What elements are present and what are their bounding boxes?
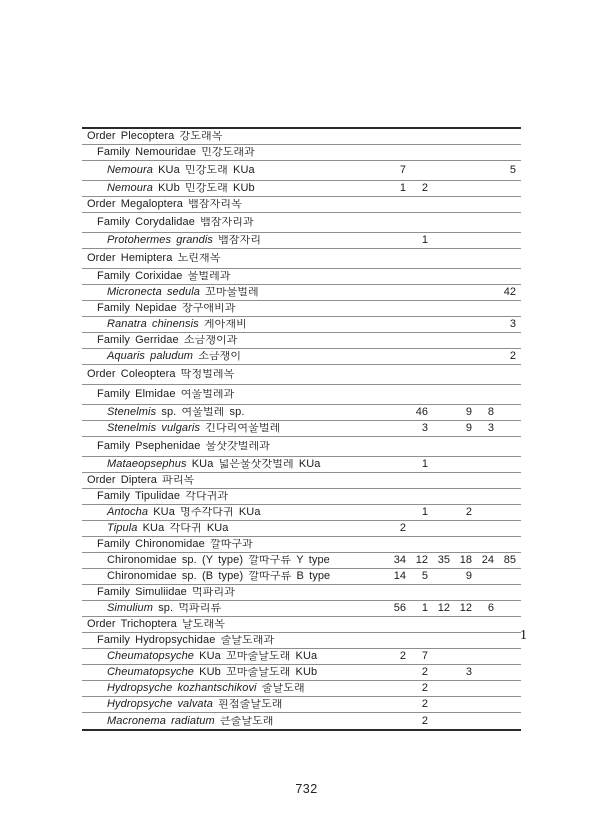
count-cell-4: 9	[465, 406, 472, 418]
table-row-family	[82, 213, 521, 233]
count-cell-1: 2	[399, 650, 406, 662]
taxon-name-text: Chironomidae sp. (B type) 깔따구류 B type	[107, 571, 331, 582]
table-row-family	[82, 301, 521, 317]
table-row-species	[82, 697, 521, 713]
taxon-name-text: KUa 민강도래 KUa	[158, 165, 255, 176]
taxon-name	[82, 253, 384, 264]
count-cell-2: 2	[421, 698, 428, 710]
table-row-family	[82, 437, 521, 457]
taxon-name-text: 긴다리여울벌레	[205, 423, 281, 434]
latin-name-italic: Cheumatopsyche	[107, 667, 200, 678]
taxon-name-text: KUa 넓은물삿갓벌레 KUa	[191, 459, 321, 470]
count-cell-4: 3	[465, 666, 472, 678]
taxon-name	[82, 475, 384, 486]
taxon-name	[82, 587, 384, 598]
count-cell-4: 9	[465, 422, 472, 434]
taxon-name	[82, 335, 384, 346]
taxon-name-text: Family Tipulidae 각다귀과	[97, 491, 229, 502]
table-row-species	[82, 713, 521, 729]
taxon-name-text: Order Megaloptera 뱀잠자리목	[87, 199, 242, 210]
latin-name-italic: Hydropsyche kozhantschikovi	[107, 683, 262, 694]
taxon-name	[82, 217, 384, 228]
table-row-species	[82, 317, 521, 333]
table-row-order	[82, 129, 521, 145]
taxon-name-text: Order Plecoptera 강도래목	[87, 131, 223, 142]
count-cell-2: 12	[415, 554, 428, 566]
taxon-name	[82, 441, 384, 452]
taxon-name	[82, 351, 384, 362]
count-cell-2: 2	[421, 182, 428, 194]
taxon-name-text: 줄날도래	[261, 683, 305, 694]
taxon-name	[82, 423, 384, 434]
table-row-family	[82, 537, 521, 553]
count-cell-4: 18	[459, 554, 472, 566]
count-cell-2: 2	[421, 714, 428, 727]
taxon-name-text: Family Chironomidae 깔따구과	[97, 539, 253, 550]
taxon-name	[82, 603, 384, 614]
taxon-name	[82, 635, 384, 646]
count-cell-4: 9	[465, 570, 472, 582]
count-cell-5: 24	[481, 554, 494, 566]
table-row-family	[82, 633, 521, 649]
taxon-name	[82, 165, 384, 176]
table-row-species	[82, 285, 521, 301]
taxon-name-text: sp. 여울벌레 sp.	[161, 407, 245, 418]
count-cell-2: 1	[421, 506, 428, 518]
latin-name-italic: Hydropsyche valvata	[107, 699, 219, 710]
taxon-name	[82, 491, 384, 502]
margin-stray-digit: 1	[520, 628, 527, 643]
taxa-abundance-table	[82, 127, 521, 731]
count-cell-4: 12	[459, 602, 472, 614]
taxon-name	[82, 319, 384, 330]
latin-name-italic: Nemoura	[107, 183, 159, 194]
latin-name-italic: Cheumatopsyche	[107, 651, 200, 662]
count-cell-6: 2	[509, 350, 516, 362]
table-row-order	[82, 249, 521, 269]
taxon-name	[82, 271, 384, 282]
taxon-name	[82, 507, 384, 518]
count-cell-1: 1	[399, 182, 406, 194]
taxon-name	[82, 235, 384, 246]
taxon-name-text: KUa 꼬마줄날도래 KUa	[199, 651, 318, 662]
table-row-species	[82, 161, 521, 181]
latin-name-italic: Tipula	[107, 523, 143, 534]
taxon-name	[82, 539, 384, 550]
taxon-name-text: Family Nemouridae 민강도래과	[97, 147, 255, 158]
taxon-name	[82, 459, 384, 470]
count-cell-1: 34	[393, 554, 406, 566]
taxon-name	[82, 183, 384, 194]
latin-name-italic: Macronema radiatum	[107, 715, 220, 727]
count-cell-3: 12	[437, 602, 450, 614]
table-row-family	[82, 269, 521, 285]
taxon-name-text: KUb 민강도래 KUb	[158, 183, 255, 194]
table-row-species	[82, 521, 521, 537]
taxon-name	[82, 667, 384, 678]
taxon-name-text: KUb 꼬마줄날도래 KUb	[199, 667, 318, 678]
table-row-species	[82, 349, 521, 365]
taxon-name	[82, 619, 384, 630]
taxon-name-text: 큰줄날도래	[219, 715, 274, 727]
table-row-species	[82, 601, 521, 617]
count-cell-2: 7	[421, 650, 428, 662]
count-cell-2: 1	[421, 234, 428, 246]
taxon-name-text: 뱀잠자리	[218, 235, 262, 246]
count-cell-2: 1	[421, 458, 428, 470]
taxon-name	[82, 407, 384, 418]
count-cell-4: 2	[465, 506, 472, 518]
count-cell-2: 2	[421, 666, 428, 678]
taxon-name	[82, 131, 384, 142]
count-cell-5: 6	[487, 602, 494, 614]
taxon-name-text: KUa 명주각다귀 KUa	[153, 507, 261, 518]
taxon-name-text: Family Corydalidae 뱀잠자리과	[97, 217, 254, 228]
taxon-name	[82, 555, 384, 566]
taxon-name-text: 흰점줄날도래	[218, 699, 283, 710]
taxon-name	[82, 389, 384, 400]
taxon-name-text: Family Simuliidae 먹파리과	[97, 587, 235, 598]
taxon-name	[82, 716, 384, 727]
count-cell-2: 1	[421, 602, 428, 614]
taxon-name	[82, 199, 384, 210]
table-row-family	[82, 145, 521, 161]
table-row-family	[82, 489, 521, 505]
taxon-name	[82, 699, 384, 710]
taxon-name	[82, 683, 384, 694]
table-row-family	[82, 385, 521, 405]
taxon-name	[82, 571, 384, 582]
count-cell-5: 8	[487, 406, 494, 418]
count-cell-1: 56	[393, 602, 406, 614]
table-row-species	[82, 553, 521, 569]
taxon-name	[82, 287, 384, 298]
page-number: 732	[295, 782, 318, 796]
taxon-name	[82, 303, 384, 314]
table-row-order	[82, 365, 521, 385]
taxon-name-text: Family Hydropsychidae 줄날도래과	[97, 635, 275, 646]
table-row-family	[82, 333, 521, 349]
count-cell-1: 2	[399, 522, 406, 534]
latin-name-italic: Aquaris paludum	[107, 351, 199, 362]
count-cell-2: 3	[421, 422, 428, 434]
table-row-species	[82, 181, 521, 197]
table-row-species	[82, 457, 521, 473]
table-row-order	[82, 617, 521, 633]
count-cell-6: 5	[509, 164, 516, 176]
latin-name-italic: Stenelmis	[107, 407, 162, 418]
count-cell-1: 7	[399, 164, 406, 176]
count-cell-6: 85	[503, 554, 516, 566]
latin-name-italic: Micronecta sedula	[107, 287, 206, 298]
count-cell-5: 3	[487, 422, 494, 434]
table-row-species	[82, 649, 521, 665]
latin-name-italic: Mataeopsephus	[107, 459, 192, 470]
table-row-species	[82, 681, 521, 697]
taxon-name	[82, 369, 384, 380]
taxon-name-text: Order Trichoptera 날도래목	[87, 619, 225, 630]
taxon-name	[82, 523, 384, 534]
table-row-order	[82, 197, 521, 213]
count-cell-2: 2	[421, 682, 428, 694]
table-row-family	[82, 585, 521, 601]
taxon-name	[82, 651, 384, 662]
table-row-species	[82, 665, 521, 681]
table-row-order	[82, 473, 521, 489]
taxon-name-text: Order Hemiptera 노린재목	[87, 253, 221, 264]
count-cell-6: 3	[509, 318, 516, 330]
taxon-name-text: Family Psephenidae 물삿갓벌레과	[97, 441, 270, 452]
table-row-species	[82, 421, 521, 437]
taxon-name-text: Family Corixidae 물벌레과	[97, 271, 231, 282]
taxon-name-text: 꼬마물벌레	[205, 287, 259, 298]
latin-name-italic: Nemoura	[107, 165, 159, 176]
table-row-species	[82, 233, 521, 249]
taxon-name-text: Family Elmidae 여울벌레과	[97, 389, 235, 400]
taxon-name-text: sp. 먹파리류	[158, 603, 222, 614]
taxon-name-text: Chironomidae sp. (Y type) 깔따구류 Y type	[107, 555, 330, 566]
latin-name-italic: Stenelmis vulgaris	[107, 423, 206, 434]
taxon-name-text: Family Gerridae 소금쟁이과	[97, 335, 238, 346]
taxon-name	[82, 147, 384, 158]
table-row-species	[82, 505, 521, 521]
latin-name-italic: Ranatra chinensis	[107, 319, 204, 330]
count-cell-6: 42	[503, 286, 516, 298]
count-cell-2: 46	[415, 406, 428, 418]
table-row-species	[82, 405, 521, 421]
latin-name-italic: Protohermes grandis	[107, 235, 219, 246]
taxon-name-text: 게아재비	[203, 319, 247, 330]
count-cell-3: 35	[437, 554, 450, 566]
latin-name-italic: Antocha	[107, 507, 154, 518]
taxon-name-text: Order Diptera 파리목	[87, 475, 195, 486]
taxon-name-text: Order Coleoptera 딱정벌레목	[87, 369, 235, 380]
taxon-name-text: Family Nepidae 장구애비과	[97, 303, 236, 314]
count-cell-2: 5	[421, 570, 428, 582]
taxon-name-text: 소금쟁이	[198, 351, 242, 362]
table-row-species	[82, 569, 521, 585]
latin-name-italic: Simulium	[107, 603, 159, 614]
count-cell-1: 14	[393, 570, 406, 582]
taxon-name-text: KUa 각다귀 KUa	[142, 523, 229, 534]
